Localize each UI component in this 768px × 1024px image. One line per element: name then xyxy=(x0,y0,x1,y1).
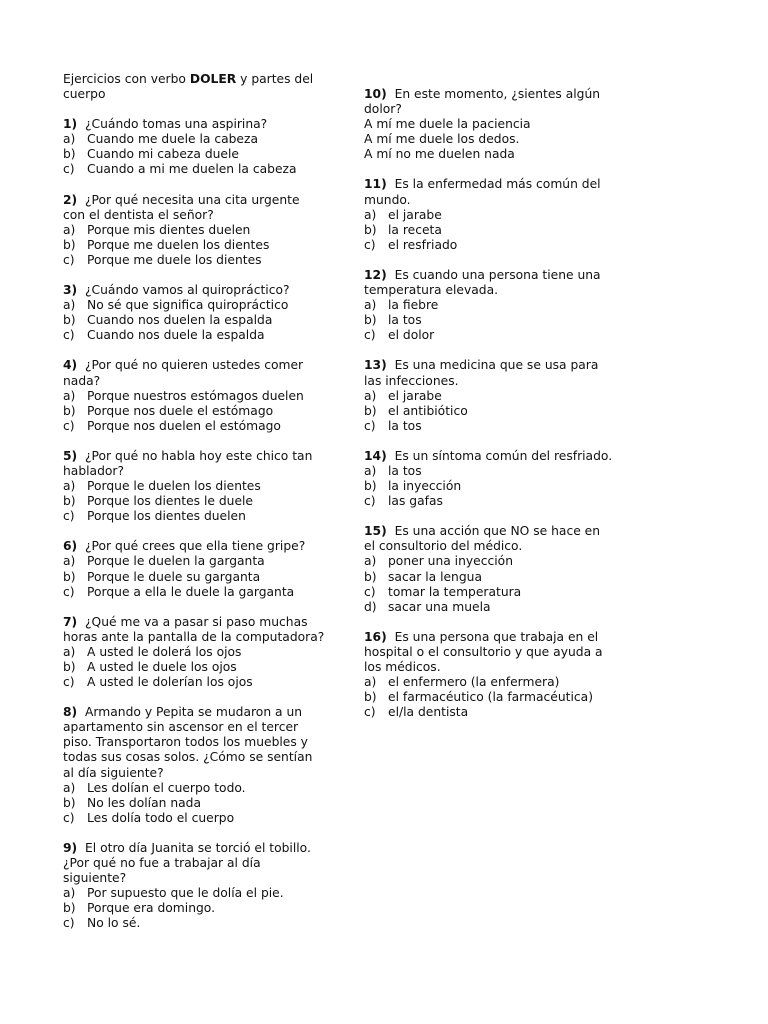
option-letter: c) xyxy=(364,584,376,599)
option-letter: c) xyxy=(63,328,75,343)
option-text: Porque le duele su garganta xyxy=(87,569,261,584)
option-letter: a) xyxy=(364,207,377,222)
answer-option xyxy=(63,796,325,811)
answer-option xyxy=(63,916,325,931)
question-prompt: Es una medicina que se usa para las infecciones. xyxy=(364,358,599,388)
question-number: 8) xyxy=(63,705,78,720)
answer-option xyxy=(63,901,325,916)
option-letter: c) xyxy=(63,509,75,524)
option-letter: b) xyxy=(63,147,76,162)
question-13 xyxy=(364,358,614,433)
question-number: 15) xyxy=(364,524,387,539)
question-text xyxy=(63,705,325,780)
option-text: A usted le dolerá los ojos xyxy=(87,644,242,659)
option-text: Porque a ella le duele la garganta xyxy=(87,584,295,599)
answer-option xyxy=(63,132,325,147)
option-text: Porque nuestros estómagos duelen xyxy=(87,388,304,403)
answer-option xyxy=(63,419,325,434)
option-letter: c) xyxy=(63,916,75,931)
answer-option xyxy=(364,494,614,509)
title-text: Ejercicios con verbo xyxy=(63,72,190,86)
question-prompt: Armando y Pepita se mudaron a un apartamento sin ascensor en el tercer piso. Transportaron todos los muebles y todas sus cosas solos. ¿Cómo se sentían al día siguiente? xyxy=(63,705,313,780)
option-letter: b) xyxy=(63,901,76,916)
option-letter: a) xyxy=(63,298,76,313)
option-letter: c) xyxy=(364,418,376,433)
option-text: el dolor xyxy=(388,328,435,343)
option-text: la tos xyxy=(388,463,422,478)
answer-option xyxy=(63,675,325,690)
question-number: 13) xyxy=(364,358,387,373)
question-text xyxy=(364,87,614,117)
option-text: sacar la lengua xyxy=(388,569,482,584)
question-text xyxy=(63,193,325,223)
option-text: Porque los dientes duelen xyxy=(87,509,246,524)
question-prompt: ¿Por qué no habla hoy este chico tan hablador? xyxy=(63,448,313,478)
option-letter: a) xyxy=(63,132,76,147)
question-7 xyxy=(63,615,325,690)
option-letter: b) xyxy=(364,313,377,328)
option-letter: b) xyxy=(364,222,377,237)
option-text: Porque los dientes le duele xyxy=(87,494,253,509)
option-letter: b) xyxy=(63,313,76,328)
answer-option xyxy=(364,690,614,705)
option-text: el enfermero (la enfermera) xyxy=(388,675,560,690)
answer-option xyxy=(63,238,325,253)
question-16 xyxy=(364,630,614,721)
question-prompt: El otro día Juanita se torció el tobillo. ¿Por qué no fue a trabajar al día siguiente? xyxy=(63,840,311,886)
answer-option xyxy=(63,886,325,901)
title-bold-word: DOLER xyxy=(189,72,237,86)
question-text xyxy=(63,449,325,479)
option-text: Porque nos duelen el estómago xyxy=(87,418,281,433)
option-text: el jarabe xyxy=(388,207,442,222)
question-number: 4) xyxy=(63,358,78,373)
left-column xyxy=(63,72,325,947)
option-letter: c) xyxy=(364,328,376,343)
option-letter: a) xyxy=(63,222,76,237)
answer-option xyxy=(63,328,325,343)
option-text: la tos xyxy=(388,418,422,433)
answer-option xyxy=(63,404,325,419)
option-letter: a) xyxy=(63,644,76,659)
title-text-end: y partes del cuerpo xyxy=(63,72,314,102)
question-prompt: ¿Por qué crees que ella tiene gripe? xyxy=(85,539,306,554)
option-text: Porque le duelen los dientes xyxy=(87,479,261,494)
question-prompt: Es un síntoma común del resfriado. xyxy=(394,448,613,463)
answer-option xyxy=(364,419,614,434)
question-number: 2) xyxy=(63,192,78,207)
option-text: Les dolía todo el cuerpo xyxy=(87,810,235,825)
question-prompt: ¿Por qué no quieren ustedes comer nada? xyxy=(63,358,304,388)
question-5 xyxy=(63,449,325,524)
answer-option xyxy=(63,781,325,796)
answer-option xyxy=(63,162,325,177)
question-text xyxy=(63,615,325,645)
option-letter: c) xyxy=(364,237,376,252)
question-number: 1) xyxy=(63,117,78,132)
option-text: el/la dentista xyxy=(388,705,469,720)
answer-option xyxy=(364,464,614,479)
answer-option xyxy=(63,223,325,238)
answer-line: A mí no me duelen nada xyxy=(364,147,515,162)
answer-option xyxy=(364,389,614,404)
option-letter: c) xyxy=(63,584,75,599)
answer-line: A mí me duele la paciencia xyxy=(364,117,531,132)
question-text xyxy=(63,841,325,886)
question-11 xyxy=(364,177,614,252)
option-text: Porque me duele los dientes xyxy=(87,252,262,267)
answer-option xyxy=(63,570,325,585)
option-text: A usted le duele los ojos xyxy=(87,660,237,674)
question-10 xyxy=(364,87,614,162)
option-text: las gafas xyxy=(388,494,443,509)
answer-option xyxy=(364,223,614,238)
question-8 xyxy=(63,705,325,826)
option-text: Cuando me duele la cabeza xyxy=(87,132,258,147)
option-text: No les dolían nada xyxy=(87,795,201,810)
answer-option xyxy=(364,208,614,223)
option-letter: a) xyxy=(364,554,377,569)
option-letter: b) xyxy=(63,569,76,584)
question-prompt: ¿Cuándo vamos al quiropráctico? xyxy=(85,283,290,298)
option-letter: c) xyxy=(63,810,75,825)
answer-option xyxy=(364,238,614,253)
option-text: sacar una muela xyxy=(388,599,491,614)
question-prompt: Es cuando una persona tiene una temperatura elevada. xyxy=(364,267,601,298)
question-prompt: Es la enfermedad más común del mundo. xyxy=(364,177,601,207)
option-letter: a) xyxy=(63,554,76,569)
question-prompt: En este momento, ¿sientes algún dolor? xyxy=(364,87,601,117)
option-letter: a) xyxy=(364,298,377,313)
question-1 xyxy=(63,117,325,177)
answer-option xyxy=(364,675,614,690)
option-text: la tos xyxy=(388,313,422,328)
option-text: Cuando a mi me duelen la cabeza xyxy=(87,162,297,177)
question-number: 7) xyxy=(63,614,78,629)
option-letter: a) xyxy=(364,675,377,690)
option-letter: b) xyxy=(63,795,76,810)
option-letter: c) xyxy=(63,162,75,177)
question-3 xyxy=(63,283,325,343)
question-text xyxy=(364,524,614,554)
answer-option xyxy=(63,389,325,404)
answer-option xyxy=(63,298,325,313)
option-letter: a) xyxy=(63,479,76,494)
answer-option xyxy=(364,554,614,569)
option-text: Les dolían el cuerpo todo. xyxy=(87,780,246,795)
option-text: No lo sé. xyxy=(87,916,141,931)
option-text: el farmacéutico (la farmacéutica) xyxy=(388,690,593,705)
answer-option xyxy=(364,479,614,494)
option-text: No sé que significa quiropráctico xyxy=(87,298,289,313)
worksheet-title xyxy=(63,72,325,102)
option-letter: b) xyxy=(63,494,76,509)
question-number: 12) xyxy=(364,267,387,282)
answer-option xyxy=(364,600,614,615)
answer-option xyxy=(63,479,325,494)
question-prompt: ¿Qué me va a pasar si paso muchas horas ante la pantalla de la computadora? xyxy=(63,614,325,644)
question-number: 11) xyxy=(364,177,387,192)
question-text xyxy=(364,358,614,388)
answer-option xyxy=(364,404,614,419)
answer-option xyxy=(63,660,325,675)
answer-option xyxy=(63,147,325,162)
answer-option xyxy=(63,509,325,524)
option-text: Porque era domingo. xyxy=(87,901,216,916)
answer-option xyxy=(364,313,614,328)
question-text xyxy=(364,268,614,298)
question-text xyxy=(364,449,614,464)
answer-line: A mí me duele los dedos. xyxy=(364,132,520,147)
option-text: Por supuesto que le dolía el pie. xyxy=(87,886,284,901)
right-column xyxy=(364,87,614,735)
option-text: Porque nos duele el estómago xyxy=(87,403,274,418)
option-text: la fiebre xyxy=(388,298,439,313)
option-letter: b) xyxy=(364,479,377,494)
option-text: Porque le duelen la garganta xyxy=(87,554,265,569)
answer-option xyxy=(63,253,325,268)
option-letter: c) xyxy=(63,418,75,433)
question-number: 10) xyxy=(364,87,387,101)
option-text: Cuando nos duele la espalda xyxy=(87,328,265,343)
answer-option xyxy=(364,328,614,343)
option-text: Porque mis dientes duelen xyxy=(87,222,251,237)
option-text: Porque me duelen los dientes xyxy=(87,237,270,252)
question-15 xyxy=(364,524,614,615)
answer-option xyxy=(364,705,614,720)
answer-option xyxy=(63,494,325,509)
option-letter: a) xyxy=(63,886,76,901)
question-text xyxy=(63,117,325,132)
option-letter: b) xyxy=(364,403,377,418)
option-text: el resfriado xyxy=(388,237,458,252)
question-6 xyxy=(63,539,325,599)
question-4 xyxy=(63,358,325,433)
question-text xyxy=(63,358,325,388)
option-text: el antibiótico xyxy=(388,403,468,418)
option-text: el jarabe xyxy=(388,388,442,403)
option-letter: c) xyxy=(364,705,376,720)
option-letter: b) xyxy=(364,569,377,584)
option-letter: a) xyxy=(63,780,76,795)
question-prompt: ¿Cuándo tomas una aspirina? xyxy=(85,117,268,132)
answer-option xyxy=(63,585,325,600)
answer-option xyxy=(63,811,325,826)
question-number: 14) xyxy=(364,448,387,463)
question-number: 3) xyxy=(63,283,78,298)
option-letter: b) xyxy=(63,237,76,252)
answer-option xyxy=(364,585,614,600)
question-prompt: ¿Por qué necesita una cita urgente con el dentista el señor? xyxy=(63,192,300,222)
question-text xyxy=(63,283,325,298)
answer-option xyxy=(63,313,325,328)
question-12 xyxy=(364,268,614,343)
option-letter: a) xyxy=(364,463,377,478)
option-letter: b) xyxy=(63,660,76,674)
question-number: 9) xyxy=(63,840,78,855)
answer-option xyxy=(63,645,325,660)
option-text: A usted le dolerían los ojos xyxy=(87,675,253,690)
option-letter: d) xyxy=(364,599,377,614)
answer-option xyxy=(63,554,325,569)
option-letter: c) xyxy=(63,252,75,267)
question-text xyxy=(364,177,614,207)
answer-option xyxy=(364,570,614,585)
answer-option xyxy=(364,298,614,313)
option-text: la inyección xyxy=(388,479,462,494)
option-letter: a) xyxy=(63,388,76,403)
option-letter: c) xyxy=(63,675,75,690)
question-prompt: Es una acción que NO se hace en el consultorio del médico. xyxy=(364,524,601,554)
question-14 xyxy=(364,449,614,509)
question-text xyxy=(364,630,614,675)
question-text xyxy=(63,539,325,554)
question-2 xyxy=(63,193,325,268)
option-letter: b) xyxy=(364,690,377,705)
option-text: Cuando nos duelen la espalda xyxy=(87,313,273,328)
option-text: la receta xyxy=(388,222,442,237)
option-text: tomar la temperatura xyxy=(388,584,522,599)
option-letter: a) xyxy=(364,388,377,403)
option-letter: c) xyxy=(364,494,376,509)
question-number: 16) xyxy=(364,629,387,644)
question-number: 5) xyxy=(63,448,78,463)
option-text: Cuando mi cabeza duele xyxy=(87,147,239,162)
option-text: poner una inyección xyxy=(388,554,513,569)
question-number: 6) xyxy=(63,539,78,554)
option-letter: b) xyxy=(63,403,76,418)
question-prompt: Es una persona que trabaja en el hospital o el consultorio y que ayuda a los médicos. xyxy=(364,629,603,674)
question-9 xyxy=(63,841,325,932)
